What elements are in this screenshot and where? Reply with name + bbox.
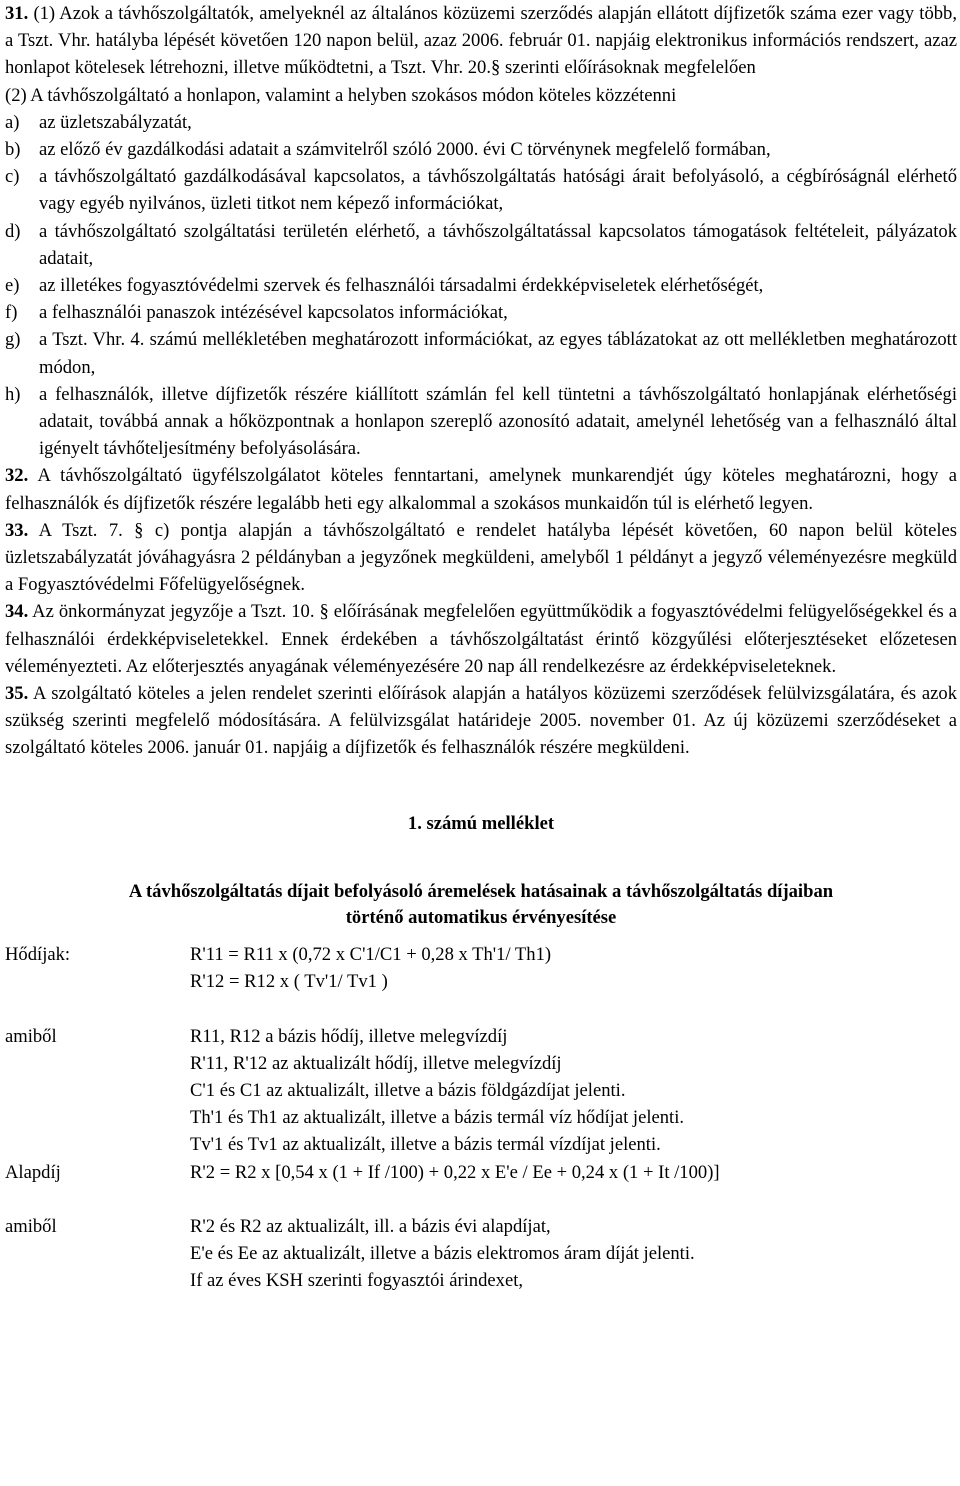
formula-row xyxy=(5,1104,957,1131)
annex-title: 1. számú melléklet xyxy=(407,812,555,834)
section-32 xyxy=(5,462,957,516)
section-31-list xyxy=(5,109,957,463)
list-item-label: a) xyxy=(5,111,20,133)
list-item xyxy=(5,381,957,463)
list-item xyxy=(5,299,957,326)
formula-row xyxy=(5,1131,957,1158)
list-item xyxy=(5,218,957,272)
formula-label xyxy=(5,1050,190,1077)
formula-value: R11, R12 a bázis hődíj, illetve melegvízdíj xyxy=(190,1025,508,1047)
formula-value: R'2 = R2 x [0,54 x (1 + If /100) + 0,22 x E'e / Ee + 0,24 x (1 + It /100)] xyxy=(190,1161,720,1183)
list-item xyxy=(5,136,957,163)
formula-row xyxy=(5,968,957,995)
spacer xyxy=(5,762,957,810)
formula-label xyxy=(5,1240,190,1267)
formula-label: amiből xyxy=(5,1215,57,1237)
formula-value: Th'1 és Th1 az aktualizált, illetve a bázis termál víz hődíjat jelenti. xyxy=(190,1107,685,1129)
formula-label xyxy=(5,968,190,995)
section-35-number: 35. xyxy=(5,683,29,705)
main-title-line-1: A távhőszolgáltatás díjait befolyásoló áremelések hatásainak a távhőszolgáltatás díjaiban xyxy=(128,880,834,902)
formula-value: C'1 és C1 az aktualizált, illetve a bázis földgázdíjat jelenti. xyxy=(190,1079,626,1101)
formula-label xyxy=(5,1104,190,1131)
section-33-text: A Tszt. 7. § c) pontja alapján a távhőszolgáltató e rendelet hatályba lépését követően, 60 napon belül köteles üzletszabályzatát jóváhagyásra 2 példányban a jegyzőnek megküldeni, amelyből 1 példányt a jegyző véleményezésre megküld a Fogyasztóvédelmi Főfelügyelőségnek. xyxy=(5,519,957,596)
formula-label: Hődíjak: xyxy=(5,943,71,965)
list-item-text: az üzletszabályzatát, xyxy=(39,111,192,133)
list-item-label: f) xyxy=(5,302,18,324)
list-item xyxy=(5,272,957,299)
formula-value xyxy=(190,995,957,1022)
section-33-number: 33. xyxy=(5,519,29,541)
document-page xyxy=(5,0,957,1295)
list-item-text: a felhasználói panaszok intézésével kapcsolatos információkat, xyxy=(39,302,508,324)
section-31-paragraph-2: (2) A távhőszolgáltató a honlapon, valamint a helyben szokásos módon köteles közzétenni xyxy=(5,84,677,106)
section-31-text: (1) Azok a távhőszolgáltatók, amelyeknél az általános közüzemi szerződés alapján ellátott díjfizetők száma ezer vagy több, a Tszt. Vhr. hatályba lépését követően 120 napon belül, azaz 2006. február 01. napjáig elektronikus információs rendszert, azaz honlapot kötelesek létrehozni, illetve működtetni, a Tszt. Vhr. 20.§ szerinti előírásoknak megfelelően xyxy=(5,3,957,79)
list-item-label: e) xyxy=(5,275,20,297)
list-item xyxy=(5,109,957,136)
section-34-text: Az önkormányzat jegyzője a Tszt. 10. § előírásának megfelelően együttműködik a fogyasztóvédelmi felügyelőségekkel és a felhasználói érdekképviseletekkel. Ennek érdekében a távhőszolgáltatást érintő közgyűlési előterjesztéseket előzetesen véleményezteti. Az előterjesztés anyagának véleményezésére 20 nap áll rendelkezésre az érdekképviseleteknek. xyxy=(5,601,957,677)
formula-row xyxy=(5,1159,957,1186)
formula-row xyxy=(5,941,957,968)
formula-label xyxy=(5,1186,190,1213)
formula-row xyxy=(5,1267,957,1294)
section-35-text: A szolgáltató köteles a jelen rendelet szerinti előírások alapján a hatályos közüzemi szerződések felülvizsgálatára, és azok szükség szerinti megfelelő módosítására. A felülvizsgálat határideje 2005. november 01. Az új közüzemi szerződéseket a szolgáltató köteles 2006. január 01. napjáig a díjfizetők és felhasználók részére megküldeni. xyxy=(5,683,957,759)
formula-row xyxy=(5,1050,957,1077)
list-item-text: a távhőszolgáltató gazdálkodásával kapcsolatos, a távhőszolgáltatás hatósági árait befolyásoló, a cégbíróságnál elérhető vagy egyéb nyilvános, üzleti titkot nem képező információkat, xyxy=(39,166,957,215)
list-item-label: b) xyxy=(5,139,21,161)
section-32-number: 32. xyxy=(5,465,29,487)
list-item-text: a felhasználók, illetve díjfizetők részére kiállított számlán fel kell tüntetni a távhőszolgáltató honlapjának elérhetőségi adatait, továbbá annak a hőközpontnak a honlapon szereplő azonosító adatait, amelynél lehetőség van a felhasználó által igényelt távhőteljesítmény befolyásolására. xyxy=(39,383,957,460)
formula-row xyxy=(5,1186,957,1213)
main-title xyxy=(5,879,957,931)
section-34-number: 34. xyxy=(5,601,29,623)
formula-row xyxy=(5,1213,957,1240)
list-item-text: a távhőszolgáltató szolgáltatási területén elérhető, a távhőszolgáltatással kapcsolatos támogatások feltételeit, pályázatok adatait, xyxy=(39,220,957,269)
formula-value: R'12 = R12 x ( Tv'1/ Tv1 ) xyxy=(190,971,388,993)
list-item xyxy=(5,326,957,380)
formula-block xyxy=(5,941,957,1295)
formula-row xyxy=(5,1023,957,1050)
section-33 xyxy=(5,517,957,599)
formula-value: R'11 = R11 x (0,72 x C'1/C1 + 0,28 x Th'1/ Th1) xyxy=(190,943,552,965)
list-item-label: d) xyxy=(5,220,21,242)
formula-label: amiből xyxy=(5,1025,57,1047)
section-31-paragraph-1 xyxy=(5,0,957,82)
list-item-text: az előző év gazdálkodási adatait a számvitelről szóló 2000. évi C törvénynek megfelelő formában, xyxy=(39,139,771,161)
list-item-label: g) xyxy=(5,329,21,351)
formula-value: E'e és Ee az aktualizált, illetve a bázis elektromos áram díját jelenti. xyxy=(190,1243,695,1265)
formula-row xyxy=(5,1077,957,1104)
formula-label xyxy=(5,995,190,1022)
section-34 xyxy=(5,598,957,680)
section-35 xyxy=(5,680,957,762)
formula-value: R'2 és R2 az aktualizált, ill. a bázis évi alapdíjat, xyxy=(190,1215,551,1237)
list-item-text: a Tszt. Vhr. 4. számú mellékletében meghatározott információkat, az egyes táblázatokat az ott mellékletben meghatározott módon, xyxy=(39,329,957,378)
list-item-text: az illetékes fogyasztóvédelmi szervek és felhasználói társadalmi érdekképviseletek elérhetőségét, xyxy=(39,275,764,297)
formula-label xyxy=(5,1077,190,1104)
list-item-label: h) xyxy=(5,383,21,405)
main-title-line-2: történő automatikus érvényesítése xyxy=(345,906,617,928)
formula-row xyxy=(5,995,957,1022)
formula-value: If az éves KSH szerinti fogyasztói árindexet, xyxy=(190,1270,524,1292)
formula-label: Alapdíj xyxy=(5,1161,61,1183)
section-32-text: A távhőszolgáltató ügyfélszolgálatot köteles fenntartani, amelynek munkarendjét úgy köteles meghatározni, hogy a felhasználók és díjfizetők részére legalább heti egy alkalommal a szokásos munkaidőn túl is elérhető legyen. xyxy=(5,465,957,514)
formula-value: R'11, R'12 az aktualizált hődíj, illetve melegvízdíj xyxy=(190,1052,562,1074)
formula-label xyxy=(5,1131,190,1158)
formula-row xyxy=(5,1240,957,1267)
list-item-label: c) xyxy=(5,166,20,188)
list-item xyxy=(5,163,957,217)
section-31-number: 31. xyxy=(5,3,29,24)
formula-value: Tv'1 és Tv1 az aktualizált, illetve a bázis termál vízdíjat jelenti. xyxy=(190,1134,661,1156)
formula-label xyxy=(5,1267,190,1294)
formula-value xyxy=(190,1186,957,1213)
